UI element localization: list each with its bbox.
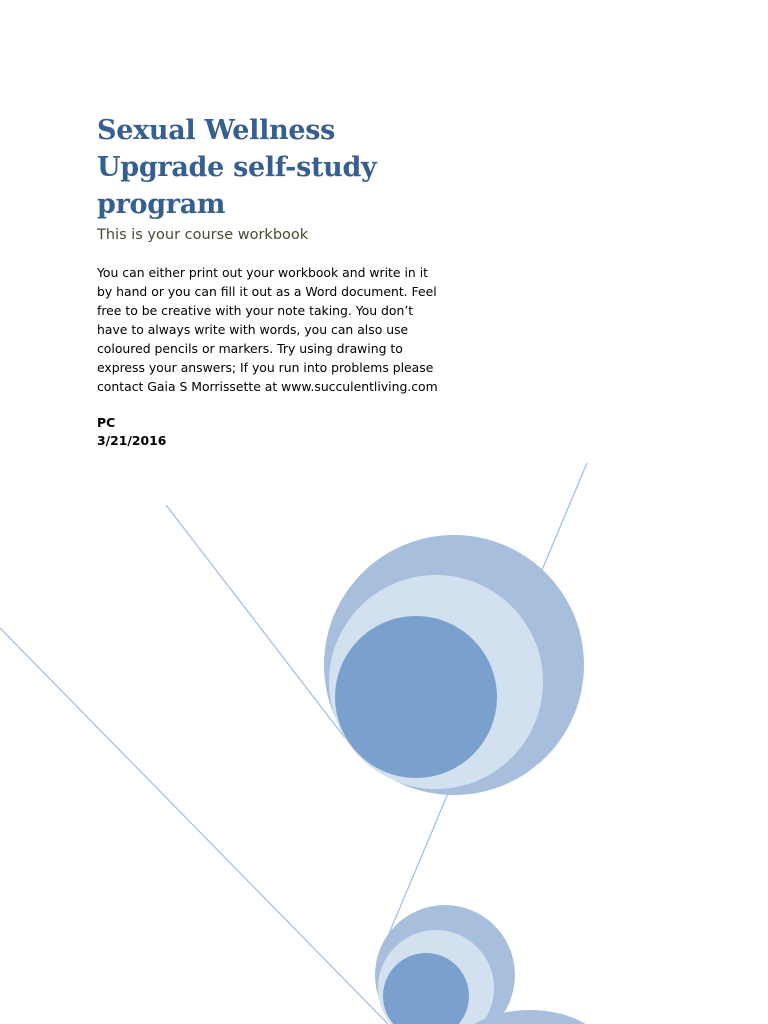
title-line-3: program bbox=[97, 189, 226, 220]
large-circle-inner bbox=[335, 616, 497, 778]
abstract-line: have to always write with words, you can also use bbox=[97, 322, 409, 337]
author-name: PC bbox=[97, 415, 116, 430]
title-line-1: Sexual Wellness bbox=[97, 115, 336, 146]
publish-date: 3/21/2016 bbox=[97, 433, 167, 448]
document-meta bbox=[97, 414, 457, 450]
abstract-line: coloured pencils or markers. Try using drawing to bbox=[97, 341, 403, 356]
title-line-2: Upgrade self-study bbox=[97, 152, 377, 183]
abstract-line: contact Gaia S Morrissette at www.succulentliving.com bbox=[97, 379, 438, 394]
cover-text bbox=[97, 112, 457, 450]
diagonal-line-middle bbox=[166, 505, 345, 738]
abstract-line: free to be creative with your note taking. You don’t bbox=[97, 303, 414, 318]
abstract-line: You can either print out your workbook and write in it bbox=[97, 265, 429, 280]
abstract-line: by hand or you can fill it out as a Word document. Feel bbox=[97, 284, 437, 299]
document-subtitle: This is your course workbook bbox=[97, 227, 309, 243]
document-title bbox=[97, 112, 457, 223]
document-abstract bbox=[97, 263, 457, 396]
abstract-line: express your answers; If you run into problems please bbox=[97, 360, 434, 375]
